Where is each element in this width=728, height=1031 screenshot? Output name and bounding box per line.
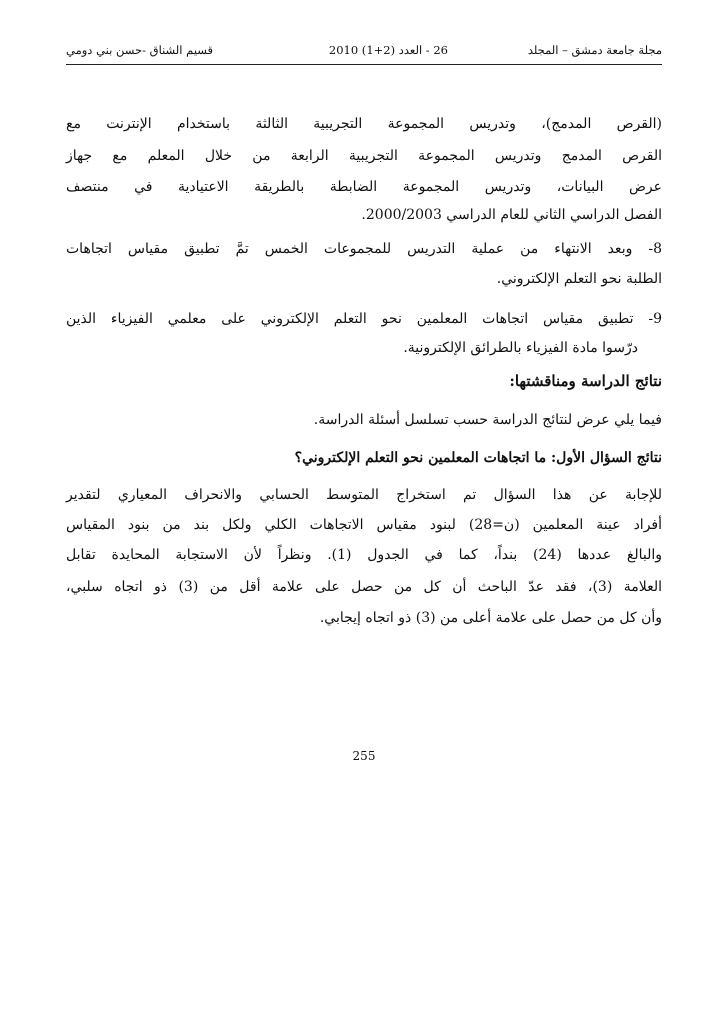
body-line: العلامة (3)، فقد عدّ الباحث أن كل من حصل على علامة أقل من (3) ذو اتجاه سلبي،: [66, 579, 662, 595]
header-journal: مجلة جامعة دمشق – المجلد: [527, 43, 662, 57]
body-line: (القرص المدمج)، وتدريس المجموعة التجريبية الثالثة باستخدام الإنترنت مع: [66, 116, 662, 132]
body-line: وأن كل من حصل على علامة أعلى من (3) ذو اتجاه إيجابي.: [319, 610, 662, 626]
body-line: للإجابة عن هذا السؤال تم استخراج المتوسط الحسابي والانحراف المعياري لتقدير: [66, 487, 662, 503]
body-line: فيما يلي عرض لنتائج الدراسة حسب تسلسل أسئلة الدراسة.: [313, 412, 662, 428]
body-line: عرض البيانات، وتدريس المجموعة الضابطة بالطريقة الاعتيادية في منتصف: [66, 179, 662, 195]
body-line: القرص المدمج وتدريس المجموعة التجريبية الرابعة من خلال المعلم مع جهاز: [66, 148, 662, 164]
body-line: أفراد عينة المعلمين (ن=28) لبنود مقياس الاتجاهات الكلي ولكل بند من بنود المقياس: [66, 517, 663, 533]
list-item-9-cont: درّسوا مادة الفيزياء بالطرائق الإلكترونية.: [403, 340, 638, 356]
page-number: 255: [352, 749, 376, 763]
body-line: الفصل الدراسي الثاني للعام الدراسي 2000/2003.: [361, 207, 662, 223]
header-authors: قسيم الشناق -حسن بني دومي: [66, 43, 214, 57]
header-rule: [66, 64, 662, 65]
section-heading: نتائج الدراسة ومناقشتها:: [509, 372, 662, 390]
subsection-heading: نتائج السؤال الأول: ما اتجاهات المعلمين نحو التعلم الإلكتروني؟: [294, 450, 662, 466]
header-issue: 26 - العدد (2+1) 2010: [328, 43, 448, 57]
list-item-9: 9- تطبيق مقياس اتجاهات المعلمين نحو التعلم الإلكتروني على معلمي الفيزياء الذين: [66, 311, 662, 327]
body-line: والبالغ عددها (24) بنداً، كما في الجدول (1). ونظراً لأن الاستجابة المحايدة تقابل: [66, 547, 662, 563]
running-header: [66, 40, 662, 60]
list-item-8: 8- وبعد الانتهاء من عملية التدريس للمجموعات الخمس تمَّ تطبيق مقياس اتجاهات: [66, 241, 662, 257]
list-item-8-cont: الطلبة نحو التعلم الإلكتروني.: [496, 271, 662, 287]
